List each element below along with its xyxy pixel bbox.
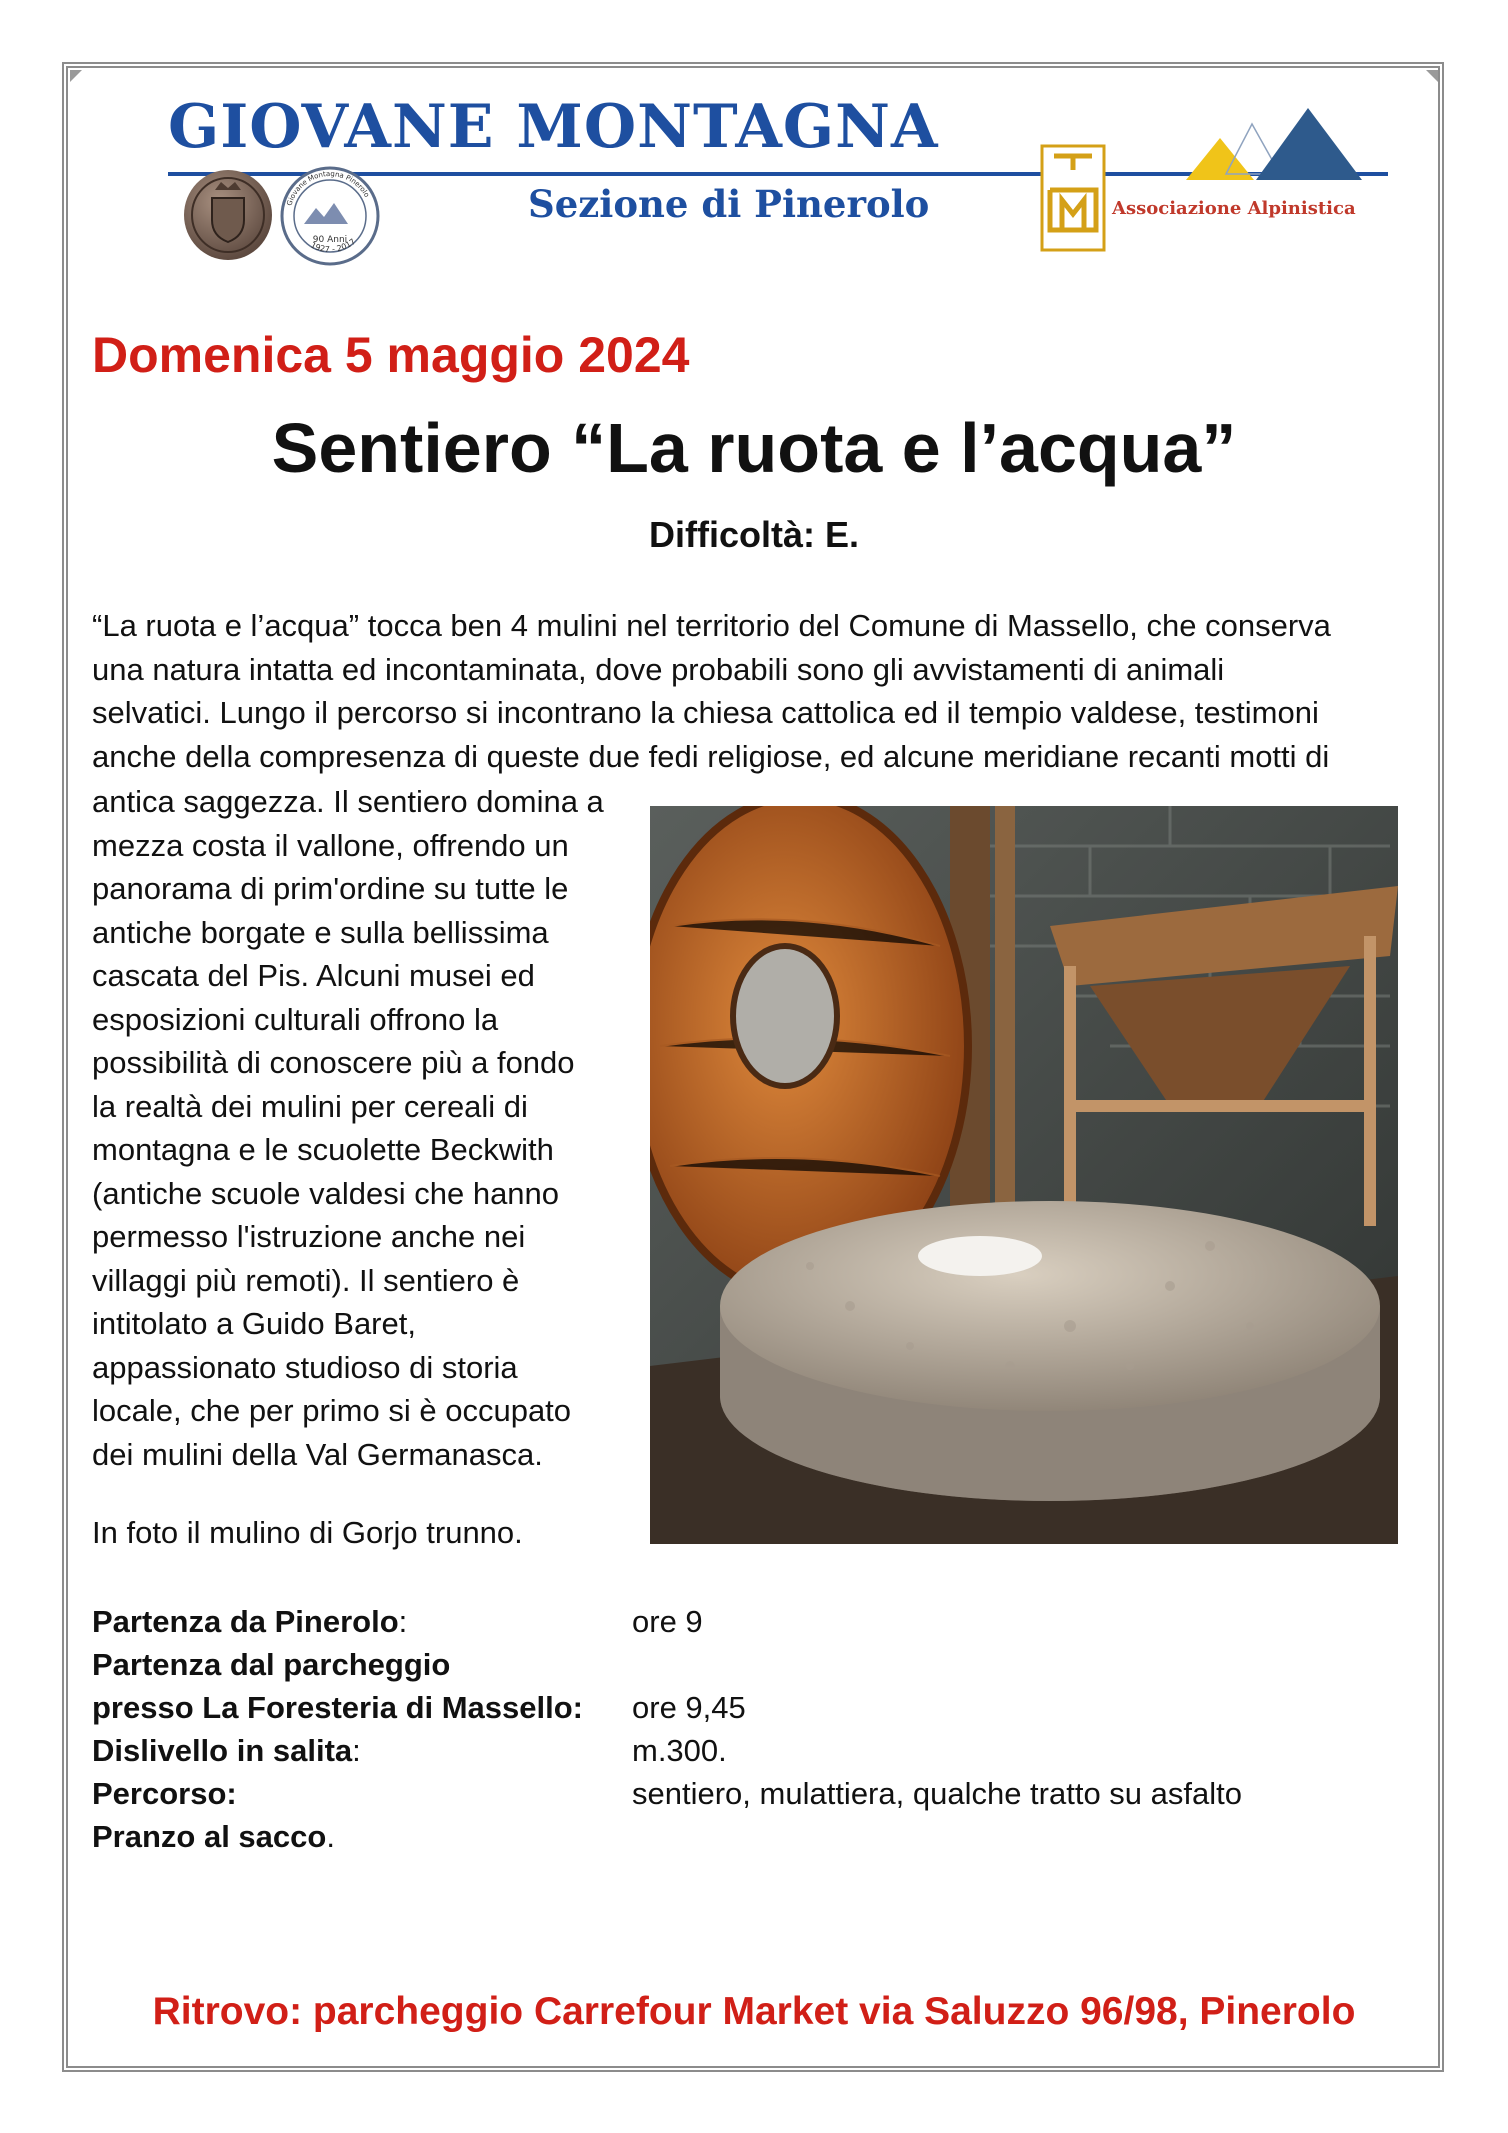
gm-monogram-logo	[1040, 144, 1106, 252]
section-name: Sezione di Pinerolo	[528, 182, 930, 226]
detail-value: ore 9	[632, 1604, 703, 1639]
text-line: (antiche scuole valdesi che hanno	[92, 1175, 560, 1211]
detail-label-suffix: .	[326, 1819, 335, 1854]
text-line: esposizioni culturali offrono la	[92, 1001, 499, 1037]
text-line: una natura intatta ed incontaminata, dove probabili sono gli avvistamenti di animali	[92, 651, 1225, 687]
text-line: dei mulini della Val Germanasca.	[92, 1436, 543, 1472]
badge-years-label: 90 Anni	[312, 235, 348, 245]
text-line: mezza costa il vallone, offrendo un	[92, 827, 569, 863]
badge-range: 1927 - 2017	[309, 236, 358, 255]
event-date: Domenica 5 maggio 2024	[92, 327, 690, 383]
text-line: appassionato studioso di storia	[92, 1349, 518, 1385]
difficulty-label: Difficoltà: E.	[648, 514, 859, 555]
detail-label: Pranzo al sacco	[92, 1819, 327, 1854]
corner-ornament	[1426, 70, 1438, 82]
badge-text: Giovane Montagna Pinerolo	[285, 169, 371, 207]
text-line: permesso l'istruzione anche nei	[92, 1219, 526, 1254]
org-name: GIOVANE MONTAGNA	[168, 92, 939, 162]
anniversary-badge	[278, 164, 382, 268]
text-line: antiche borgate e sulla bellissima	[92, 914, 549, 950]
text-line: panorama di prim'ordine su tutte le	[92, 871, 569, 906]
detail-label: Partenza dal parcheggio	[92, 1647, 451, 1682]
corner-ornament	[70, 70, 82, 82]
mill-photo	[650, 806, 1398, 1544]
text-line: antica saggezza. Il sentiero domina a	[92, 784, 604, 819]
detail-label-suffix: :	[398, 1604, 408, 1639]
text-line: locale, che per primo si è occupato	[92, 1393, 572, 1428]
description-column	[92, 780, 652, 1476]
detail-label: Dislivello in salita	[92, 1733, 353, 1768]
association-label: Associazione Alpinistica	[1112, 198, 1356, 219]
text-line: la realtà dei mulini per cereali di	[92, 1088, 528, 1124]
text-line: “La ruota e l’acqua” tocca ben 4 mulini nel territorio del Comune di Massello, che conserva	[92, 608, 1331, 643]
description-lead	[92, 604, 1432, 778]
text-line: possibilità di conoscere più a fondo	[92, 1045, 575, 1080]
text-line: selvatici. Lungo il percorso si incontrano la chiesa cattolica ed il tempio valdese, testimoni	[92, 695, 1319, 730]
mountains-logo	[1186, 108, 1362, 186]
event-title: Sentiero “La ruota e l’acqua”	[271, 409, 1237, 487]
text-line: villaggi più remoti). Il sentiero è	[92, 1262, 520, 1298]
detail-value: ore 9,45	[632, 1690, 746, 1725]
coat-of-arms-medal	[182, 168, 274, 262]
meeting-point: Ritrovo: parcheggio Carrefour Market via Saluzzo 96/98, Pinerolo	[152, 1990, 1356, 2033]
text-line: montagna e le scuolette Beckwith	[92, 1132, 554, 1167]
detail-value: sentiero, mulattiera, qualche tratto su asfalto	[632, 1776, 1242, 1811]
detail-label: Partenza da Pinerolo	[92, 1604, 399, 1639]
detail-label-suffix: :	[352, 1733, 361, 1768]
detail-label: Percorso:	[92, 1776, 237, 1811]
photo-caption: In foto il mulino di Gorjo trunno.	[92, 1515, 523, 1550]
text-line: anche della compresenza di queste due fedi religiose, ed alcune meridiane recanti motti di	[92, 738, 1330, 774]
detail-label: presso La Foresteria di Massello:	[92, 1690, 584, 1725]
text-line: cascata del Pis. Alcuni musei ed	[92, 958, 535, 993]
detail-value: m.300.	[632, 1733, 727, 1768]
text-line: intitolato a Guido Baret,	[92, 1306, 416, 1341]
